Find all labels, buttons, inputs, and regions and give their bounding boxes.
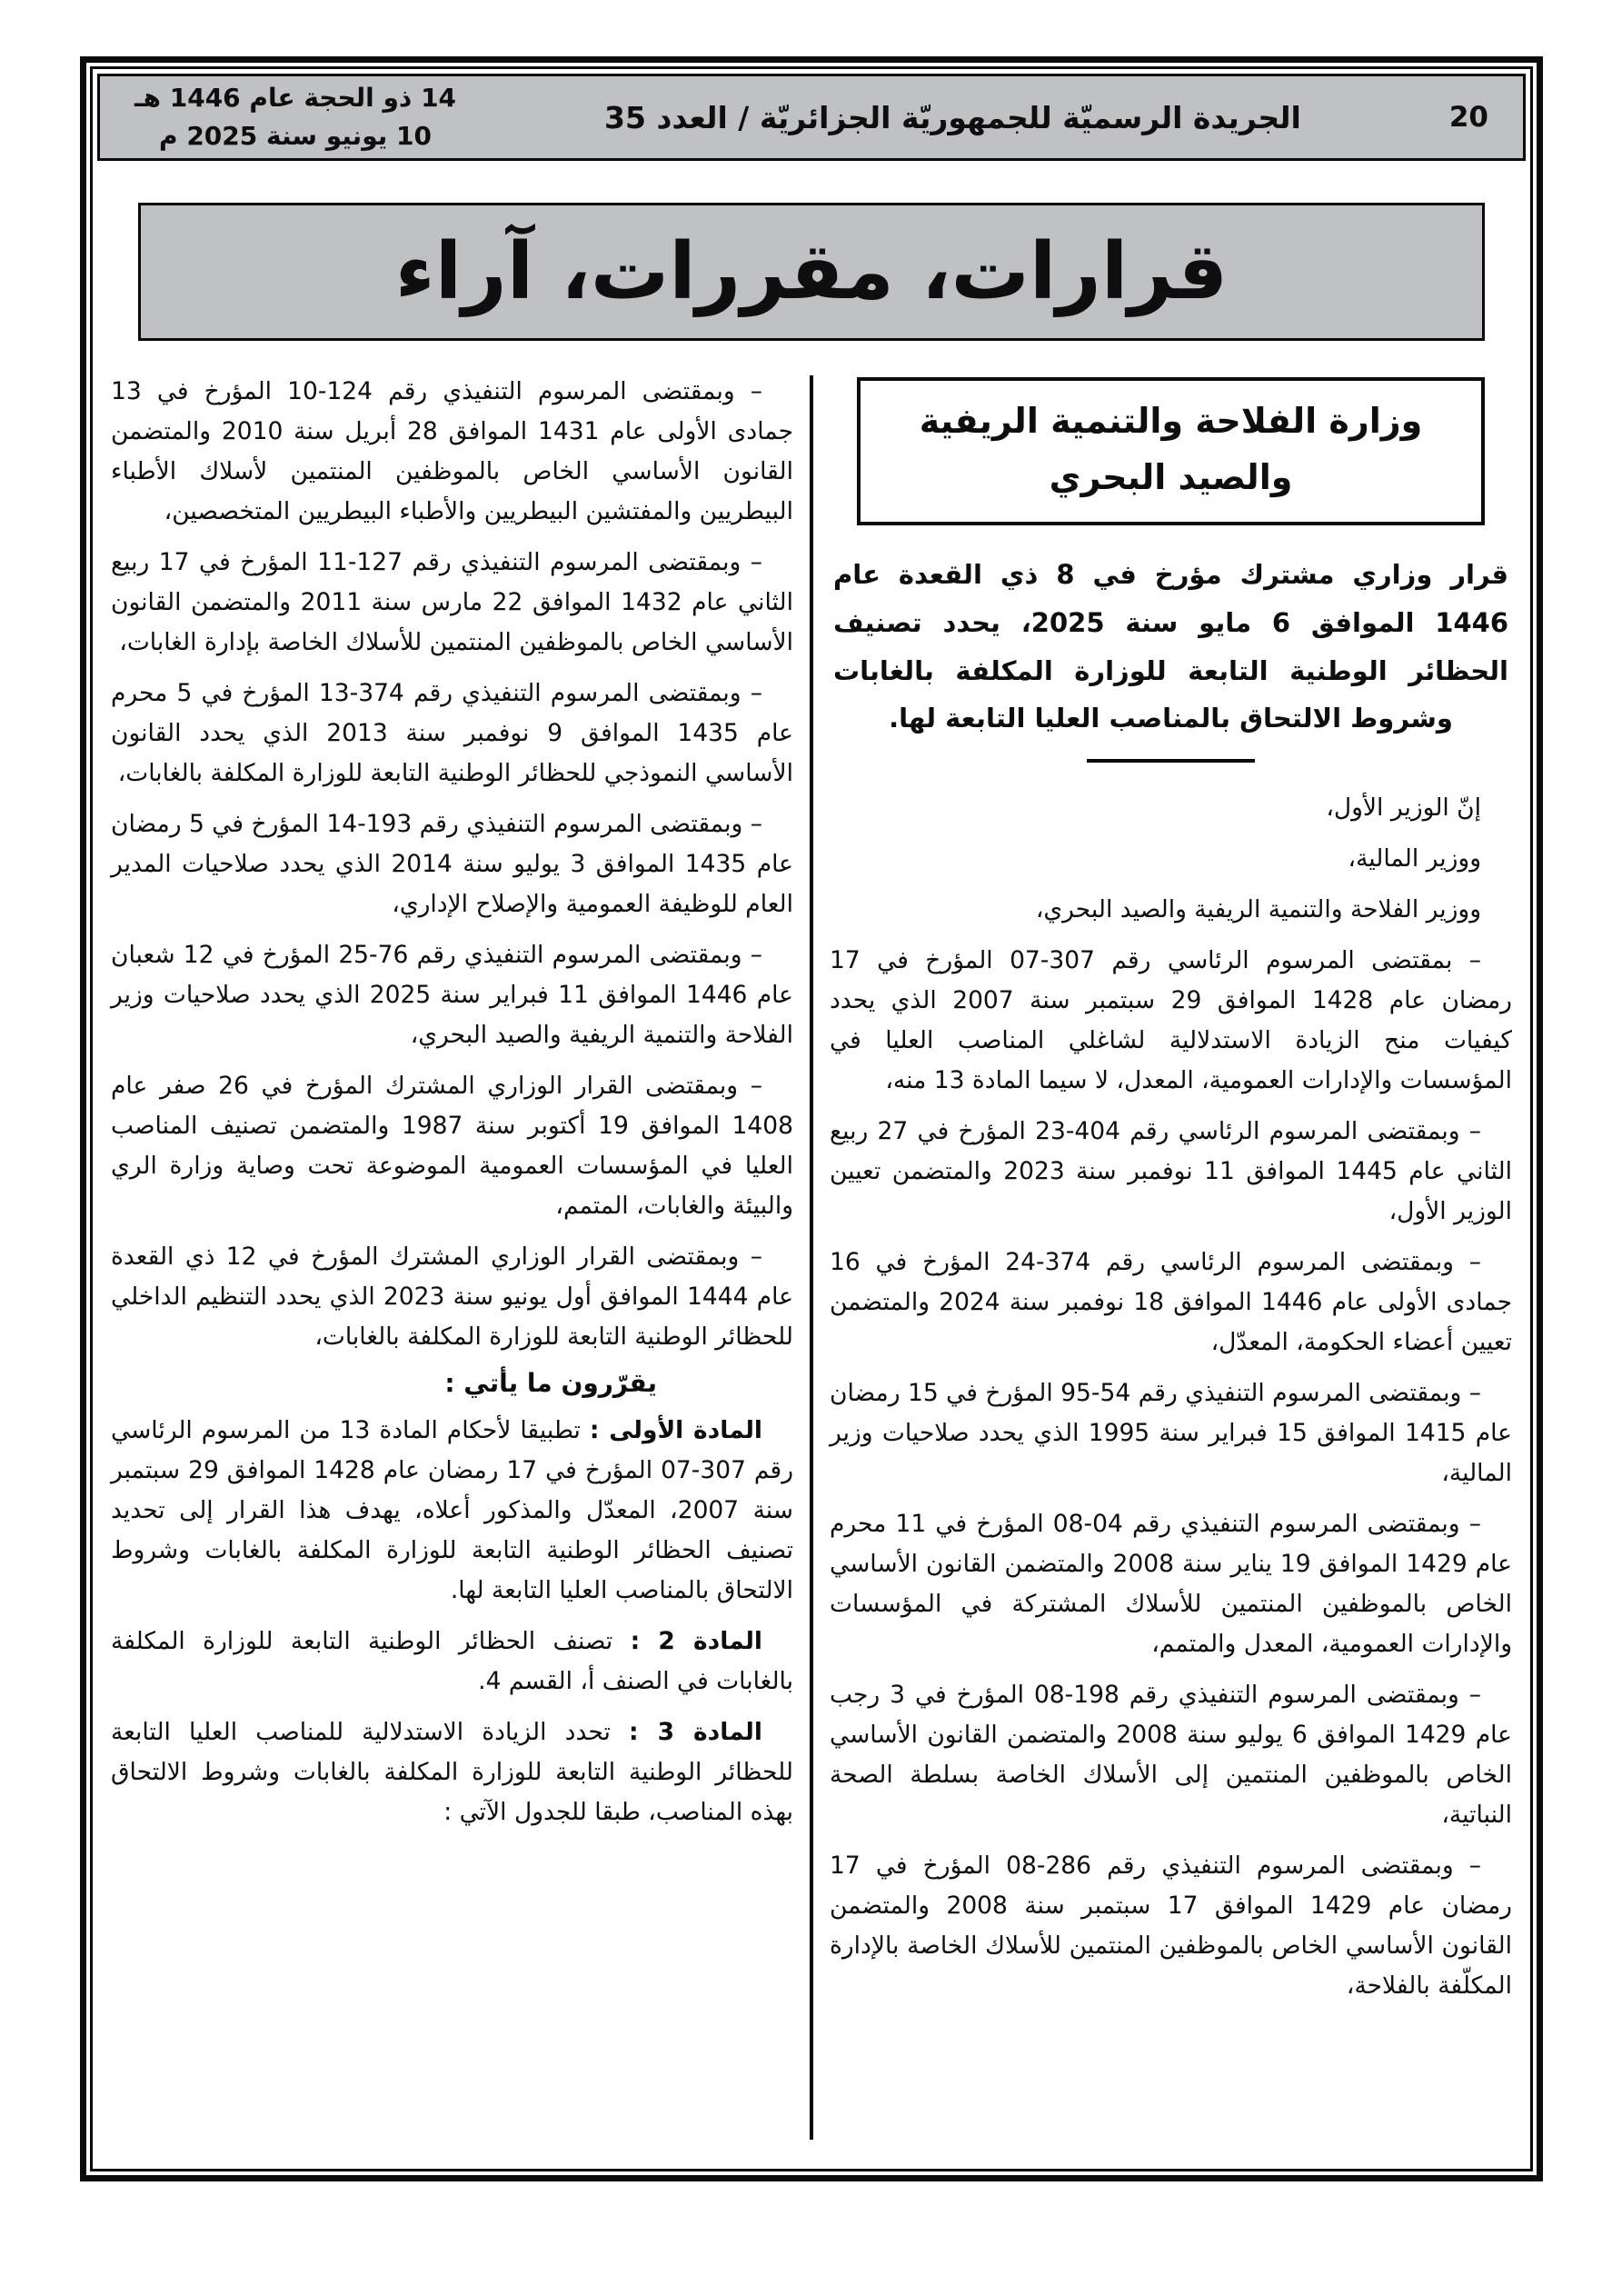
article-2-text: تصنف الحظائر الوطنية التابعة للوزارة المكلفة بالغابات في الصنف أ، القسم 4. [111, 1627, 793, 1695]
paragraph-visa: – وبمقتضى المرسوم التنفيذي رقم 198-08 المؤرخ في 3 رجب عام 1429 الموافق 6 يوليو سنة 2008 والمتضمن القانون الأساسي الخاص بالموظفين المنتمين إلى الأسلاك الخاصة بسلطة الصحة النباتية، [830, 1681, 1512, 1830]
paragraph-visa: – بمقتضى المرسوم الرئاسي رقم 307-07 المؤرخ في 17 رمضان عام 1428 الموافق 29 سبتمبر سنة 2007 الذي يحدد كيفيات منح الزيادة الاستدلالية لشاغلي المناصب العليا في المؤسسات والإدارات العمومية، المعدل، لا سيما المادة 13 منه، [830, 946, 1512, 1095]
paragraph-preamble: إنّ الوزير الأول، [1326, 794, 1481, 823]
left-column [93, 372, 811, 2163]
page-number: 20 [1448, 101, 1488, 134]
page-frame [80, 56, 1543, 2181]
column-divider [810, 375, 813, 2140]
paragraph-visa: – وبمقتضى المرسوم الرئاسي رقم 374-24 المؤرخ في 16 جمادى الأولى عام 1446 الموافق 18 نوفمبر سنة 2024 والمتضمن تعيين أعضاء الحكومة، المعدّل، [830, 1248, 1512, 1357]
article-3 [111, 1712, 793, 1832]
right-column [811, 372, 1530, 2163]
paragraph-visa: – وبمقتضى المرسوم التنفيذي رقم 54-95 المؤرخ في 15 رمضان عام 1415 الموافق 15 فبراير سنة 1995 الذي يحدد صلاحيات وزير المالية، [830, 1379, 1512, 1488]
article-2-lead: المادة 2 : [630, 1627, 762, 1655]
ministry-title-box [857, 377, 1485, 525]
paragraph-minister: ووزير المالية، [1348, 844, 1481, 873]
article-1 [111, 1411, 793, 1611]
section-banner: قرارات، مقررات، آراء [138, 203, 1485, 341]
paragraph-visa: – وبمقتضى القرار الوزاري المشترك المؤرخ في 26 صفر عام 1408 الموافق 19 أكتوبر سنة 1987 والمتضمن تصنيف المناصب العليا في المؤسسات العمومية الموضوعة تحت وصاية وزارة الري والبيئة والغابات، المتمم، [111, 1072, 793, 1220]
page-frame-inner [90, 66, 1533, 2171]
paragraph-visa: – وبمقتضى المرسوم التنفيذي رقم 124-10 المؤرخ في 13 جمادى الأولى عام 1431 الموافق 28 أبريل سنة 2010 والمتضمن القانون الأساسي الخاص بالموظفين المنتمين لأسلاك الأطباء البيطريين والمفتشين البيطريين والأطباء البيطريين المتخصصين، [111, 377, 793, 525]
ministry-name-line2: والصيد البحري [1049, 456, 1293, 497]
article-1-text: تطبيقا لأحكام المادة 13 من المرسوم الرئاسي رقم 307-07 المؤرخ في 17 رمضان عام 1428 الموافق 29 سبتمبر سنة 2007، المعدّل والمذكور أعلاه، يهدف هذا القرار إلى تحديد تصنيف الحظائر الوطنية التابعة للوزارة المكلفة بالغابات وشروط الالتحاق بالمناصب العليا التابعة لها. [111, 1416, 793, 1604]
article-1-lead: المادة الأولى : [589, 1416, 762, 1444]
paragraph-visa: – وبمقتضى المرسوم التنفيذي رقم 76-25 المؤرخ في 12 شعبان عام 1446 الموافق 11 فبراير سنة 2025 الذي يحدد صلاحيات وزير الفلاحة والتنمية الريفية والصيد البحري، [111, 941, 793, 1049]
issue-date-block [134, 79, 456, 155]
gregorian-date: 10 يونيو سنة 2025 م [159, 121, 432, 151]
decision-heading: يقرّرون ما يأتي : [444, 1368, 657, 1398]
paragraph-visa: – وبمقتضى المرسوم التنفيذي رقم 286-08 المؤرخ في 17 رمضان عام 1429 الموافق 17 سبتمبر سنة 2008 والمتضمن القانون الأساسي الخاص بالموظفين المنتمين للأسلاك الخاصة بالإدارة المكلّفة بالفلاحة، [830, 1852, 1512, 2001]
article-3-lead: المادة 3 : [629, 1718, 762, 1746]
decree-title-divider [1087, 759, 1255, 763]
paragraph-visa: – وبمقتضى المرسوم التنفيذي رقم 374-13 المؤرخ في 5 محرم عام 1435 الموافق 9 نوفمبر سنة 2013 الذي يحدد القانون الأساسي النموذجي للحظائر الوطنية التابعة للوزارة المكلفة بالغابات، [111, 679, 793, 787]
decree-title: قرار وزاري مشترك مؤرخ في 8 ذي القعدة عام 1446 الموافق 6 مايو سنة 2025، يحدد تصنيف الحظائر الوطنية التابعة للوزارة المكلفة بالغابات وشروط الالتحاق بالمناصب العليا التابعة لها. [833, 559, 1508, 734]
article-3-text: تحدد الزيادة الاستدلالية للمناصب العليا التابعة للحظائر الوطنية التابعة للوزارة المكلفة بالغابات وشروط الالتحاق بهذه المناصب، طبقا للجدول الآتي : [111, 1718, 793, 1826]
paragraph-visa: – وبمقتضى المرسوم التنفيذي رقم 127-11 المؤرخ في 17 ربيع الثاني عام 1432 الموافق 22 مارس سنة 2011 والمتضمن القانون الأساسي الخاص بالموظفين المنتمين للأسلاك الخاصة بإدارة الغابات، [111, 548, 793, 656]
ministry-name-line1: وزارة الفلاحة والتنمية الريفية [919, 401, 1423, 441]
paragraph-visa: – وبمقتضى القرار الوزاري المشترك المؤرخ في 12 ذي القعدة عام 1444 الموافق أول يونيو سنة 2023 الذي يحدد التنظيم الداخلي للحظائر الوطنية التابعة للوزارة المكلفة بالغابات، [111, 1243, 793, 1351]
paragraph-minister: ووزير الفلاحة والتنمية الريفية والصيد البحري، [1035, 895, 1481, 924]
content-columns [93, 372, 1530, 2163]
journal-title: الجريدة الرسميّة للجمهوريّة الجزائريّة / العدد 35 [604, 99, 1301, 135]
paragraph-visa: – وبمقتضى المرسوم التنفيذي رقم 193-14 المؤرخ في 5 رمضان عام 1435 الموافق 3 يوليو سنة 2014 الذي يحدد صلاحيات المدير العام للوظيفة العمومية والإصلاح الإداري، [111, 810, 793, 918]
article-2 [111, 1622, 793, 1702]
page-header-band [97, 74, 1526, 161]
paragraph-visa: – وبمقتضى المرسوم الرئاسي رقم 404-23 المؤرخ في 27 ربيع الثاني عام 1445 الموافق 11 نوفمبر سنة 2023 والمتضمن تعيين الوزير الأول، [830, 1117, 1512, 1226]
paragraph-visa: – وبمقتضى المرسوم التنفيذي رقم 04-08 المؤرخ في 11 محرم عام 1429 الموافق 19 يناير سنة 2008 والمتضمن القانون الأساسي الخاص بالموظفين المنتمين للأسلاك المشتركة في المؤسسات والإدارات العمومية، المعدل والمتمم، [830, 1510, 1512, 1659]
hijri-date: 14 ذو الحجة عام 1446 هـ [134, 83, 457, 113]
